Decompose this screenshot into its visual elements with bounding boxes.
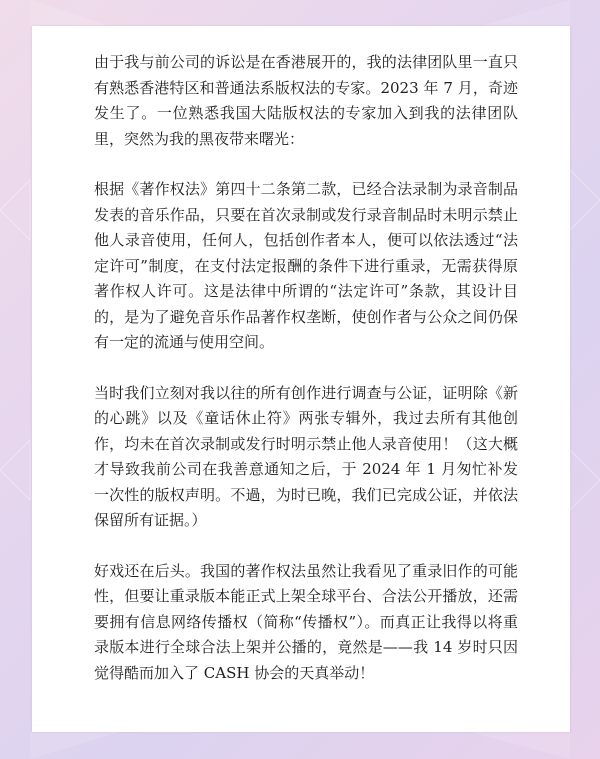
paragraph-1: 由于我与前公司的诉讼是在香港展开的，我的法律团队里一直只有熟悉香港特区和普通法系版权法的专家。2023 年 7 月，奇迹发生了。一位熟悉我国大陆版权法的专家加入到我的法律团队里，突然为我的黑夜带来曙光：: [94, 53, 518, 148]
paragraph-4: 好戏还在后头。我国的著作权法虽然让我看见了重录旧作的可能性，但要让重录版本能正式上架全球平台、合法公开播放，还需要拥有信息网络传播权（简称“传播权”）。而真正让我得以将重录版本进行全球合法上架并公播的，竟然是——我 14 岁时只因觉得酷而加入了 CASH 协会的天真举动！: [94, 561, 518, 682]
paragraph-3: 当时我们立刻对我以往的所有创作进行调查与公证，证明除《新的心跳》以及《童话休止符》两张专辑外，我过去所有其他创作，均未在首次录制或发行时明示禁止他人录音使用！（这大概才导致我前公司在我善意通知之后，于 2024 年 1 月匆忙补发一次性的版权声明。不過，为时已晚，我们已完成公证，并依法保留所有证据。）: [94, 383, 518, 529]
paragraph-2: 根据《著作权法》第四十二条第二款，已经合法录制为录音制品发表的音乐作品，只要在首次录制或发行录音制品时未明示禁止他人录音使用，任何人，包括创作者本人，便可以依法透过“法定许可”制度，在支付法定报酬的条件下进行重录，无需获得原著作权人许可。这是法律中所谓的“法定许可”条款，其设计目的，是为了避免音乐作品著作权垄断，使创作者与公众之间仍保有一定的流通与使用空间。: [94, 180, 518, 351]
document-body: [94, 50, 518, 711]
